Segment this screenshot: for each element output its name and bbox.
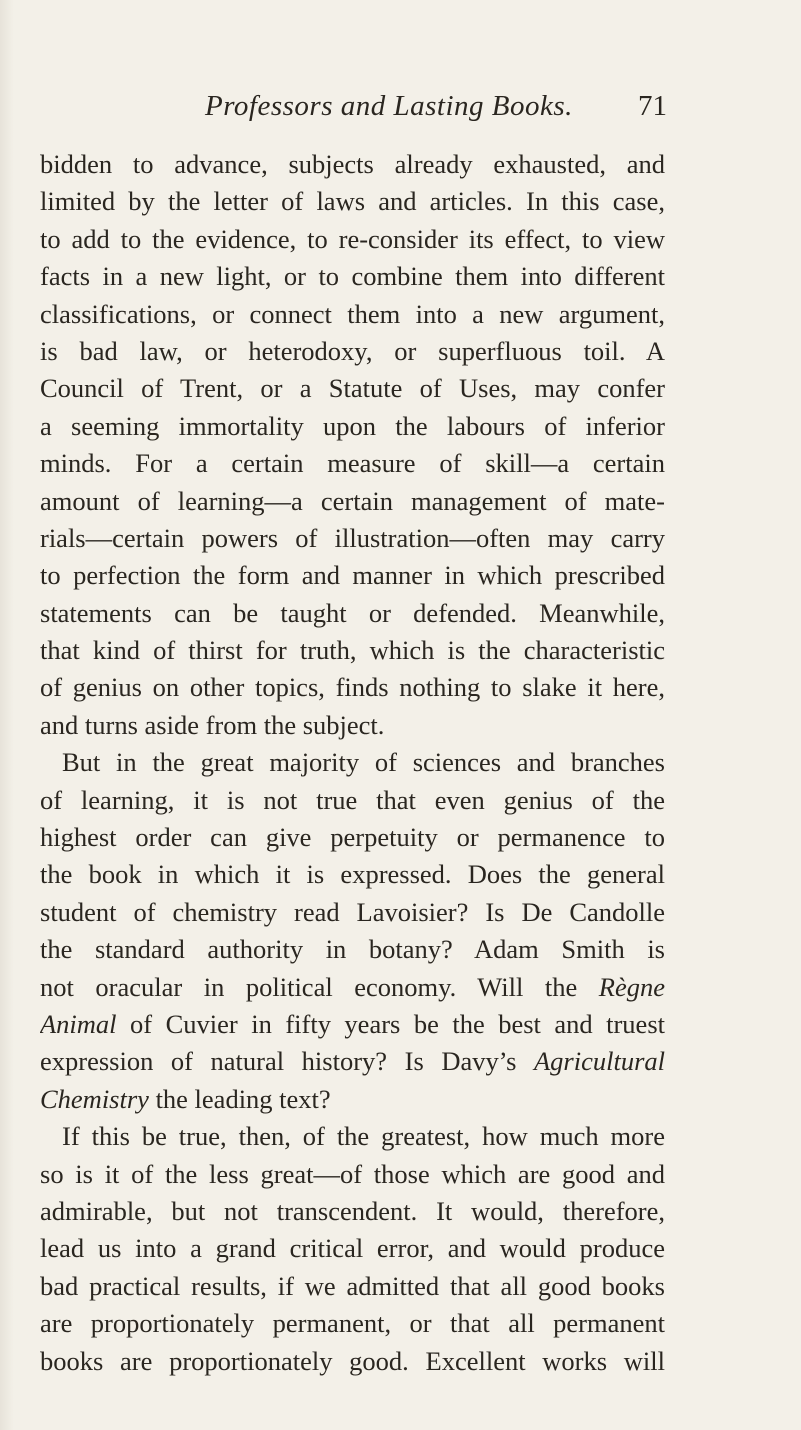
text-line-paragraph-end: Chemistry the leading text? [40,1083,331,1114]
text-line: to add to the evidence, to re-consider its effect, to view [40,223,665,254]
text-line-paragraph-start: If this be true, then, of the greatest, how much more [62,1121,665,1152]
text-line: highest order can give perpetuity or permanence to [40,822,665,853]
text-line: the standard authority in botany? Adam Smith is [40,934,665,965]
text-line: classifications, or connect them into a new argument, [40,298,665,329]
text-line: that kind of thirst for truth, which is the characteristic [40,635,665,666]
text-line: so is it of the less great—of those which are good and [40,1158,665,1189]
text-line: are proportionately permanent, or that all permanent [40,1308,665,1339]
italic-title: Chemistry [40,1083,149,1114]
page-header [0,90,801,130]
text-line-paragraph-end: and turns aside from the subject. [40,709,385,740]
text-line: rials—certain powers of illustration—often may carry [40,522,665,553]
text-line: of learning, it is not true that even genius of the [40,784,665,815]
text-line: the book in which it is expressed. Does the general [40,859,665,890]
text-line: expression of natural history? Is Davy’s Agricultural [40,1046,665,1077]
text-line: of genius on other topics, finds nothing to slake it here, [40,672,665,703]
text-line: Animal of Cuvier in fifty years be the best and truest [40,1008,665,1039]
text-line: a seeming immortality upon the labours of inferior [40,410,665,441]
text-line: to perfection the form and manner in which prescribed [40,560,665,591]
body-text [40,146,665,1380]
italic-title: Agricultural [533,1046,665,1077]
text-line-paragraph-start: But in the great majority of sciences and branches [62,747,665,778]
text-line: facts in a new light, or to combine them into different [40,261,665,292]
running-title: Professors and Lasting Books. [205,90,573,122]
text-line: statements can be taught or defended. Meanwhile, [40,597,665,628]
text-line: student of chemistry read Lavoisier? Is De Candolle [40,896,665,927]
text-line: admirable, but not transcendent. It would, therefore, [40,1195,665,1226]
text-line: Council of Trent, or a Statute of Uses, may confer [40,373,665,404]
text-line: bad practical results, if we admitted that all good books [40,1270,665,1301]
page-number: 71 [638,90,667,122]
text-line: lead us into a grand critical error, and would produce [40,1233,665,1264]
text-line: bidden to advance, subjects already exhausted, and [40,149,665,179]
text-line: books are proportionately good. Excellent works will [40,1345,665,1376]
text-line: not oracular in political economy. Will the Règne [40,971,665,1002]
text-line: limited by the letter of laws and articles. In this case, [40,186,665,217]
text-line: amount of learning—a certain management of mate- [40,485,665,516]
italic-title: Règne [598,971,665,1002]
italic-title: Animal [40,1008,117,1039]
text-line: is bad law, or heterodoxy, or superfluous toil. A [40,335,665,366]
text-line: minds. For a certain measure of skill—a certain [40,448,665,479]
